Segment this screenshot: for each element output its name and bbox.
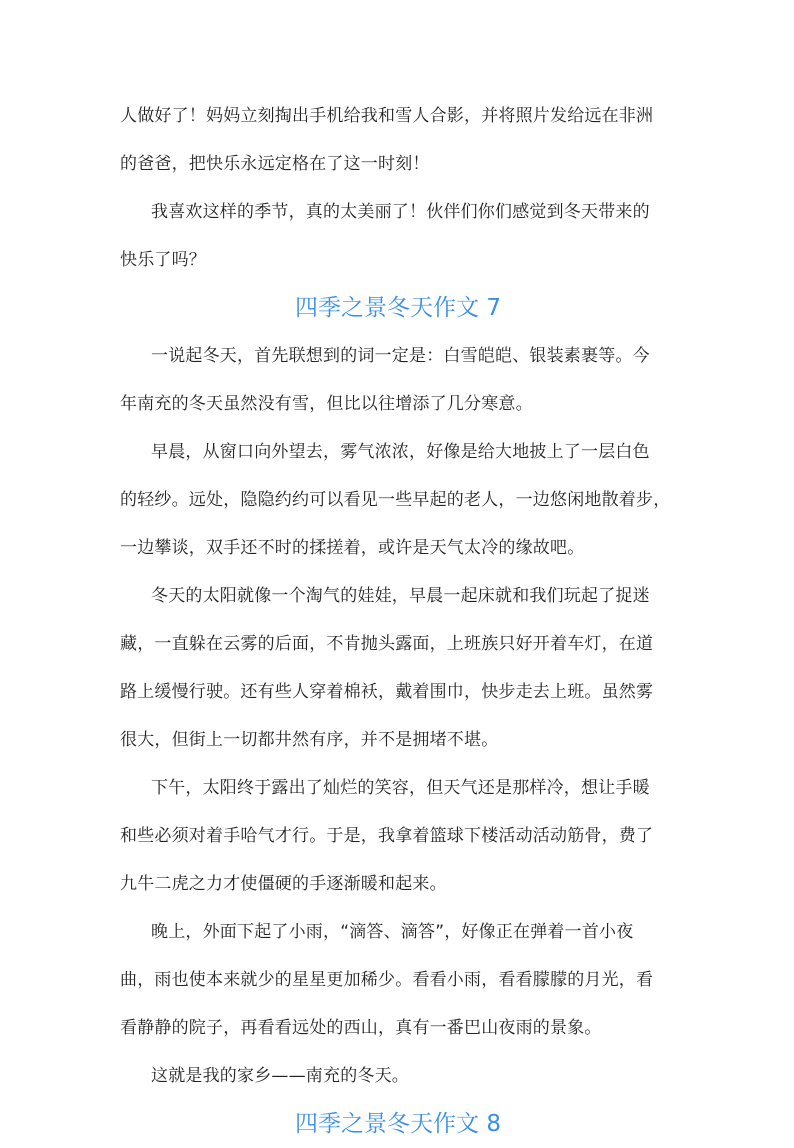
text-line: 年南充的冬天虽然没有雪，但比以往增添了几分寒意。	[120, 394, 533, 414]
paragraph	[120, 764, 676, 908]
text-line: 的爸爸，把快乐永远定格在了这一时刻！	[120, 154, 430, 174]
text-line: 路上缓慢行驶。还有些人穿着棉袄，戴着围巾，快步走去上班。虽然雾	[120, 682, 654, 702]
text-line: 看静静的院子，再看看远处的西山，真有一番巴山夜雨的景象。	[120, 1018, 602, 1038]
text-line: 一边攀谈，双手还不时的揉搓着，或许是天气太冷的缘故吧。	[120, 538, 585, 558]
text-line: 快乐了吗？	[120, 250, 206, 270]
paragraph	[120, 1052, 676, 1100]
text-line: 和些必须对着手哈气才行。于是，我拿着篮球下楼活动活动筋骨，费了	[120, 826, 654, 846]
section-heading: 四季之景冬天作文 8	[295, 1111, 501, 1137]
paragraph	[120, 572, 676, 764]
section-heading: 四季之景冬天作文 7	[295, 295, 501, 321]
text-line: 早晨，从窗口向外望去，雾气浓浓，好像是给大地披上了一层白色	[151, 442, 650, 462]
text-line: 九牛二虎之力才使僵硬的手逐渐暖和起来。	[120, 874, 447, 894]
document-page	[120, 92, 676, 1148]
text-line: 我喜欢这样的季节，真的太美丽了！伙伴们你们感觉到冬天带来的	[151, 202, 650, 222]
paragraph	[120, 92, 676, 188]
text-line: 一说起冬天，首先联想到的词一定是：白雪皑皑、银装素裹等。今	[151, 346, 650, 366]
paragraph	[120, 332, 676, 428]
text-line: 这就是我的家乡——南充的冬天。	[151, 1066, 409, 1086]
text-line: 曲，雨也使本来就少的星星更加稀少。看看小雨，看看朦朦的月光，看	[120, 970, 654, 990]
text-line: 下午，太阳终于露出了灿烂的笑容，但天气还是那样冷，想让手暖	[151, 778, 650, 798]
text-line: 人做好了！妈妈立刻掏出手机给我和雪人合影，并将照片发给远在非洲	[120, 106, 654, 126]
text-line: 很大，但街上一切都井然有序，并不是拥堵不堪。	[120, 730, 499, 750]
paragraph	[120, 908, 676, 1052]
paragraph	[120, 428, 676, 572]
text-line: 藏，一直躲在云雾的后面，不肯抛头露面，上班族只好开着车灯，在道	[120, 634, 654, 654]
paragraph	[120, 188, 676, 284]
text-line: 晚上，外面下起了小雨，“滴答、滴答”，好像正在弹着一首小夜	[151, 922, 634, 942]
text-line: 的轻纱。远处，隐隐约约可以看见一些早起的老人，一边悠闲地散着步，	[120, 490, 671, 510]
text-line: 冬天的太阳就像一个淘气的娃娃，早晨一起床就和我们玩起了捉迷	[151, 586, 650, 606]
